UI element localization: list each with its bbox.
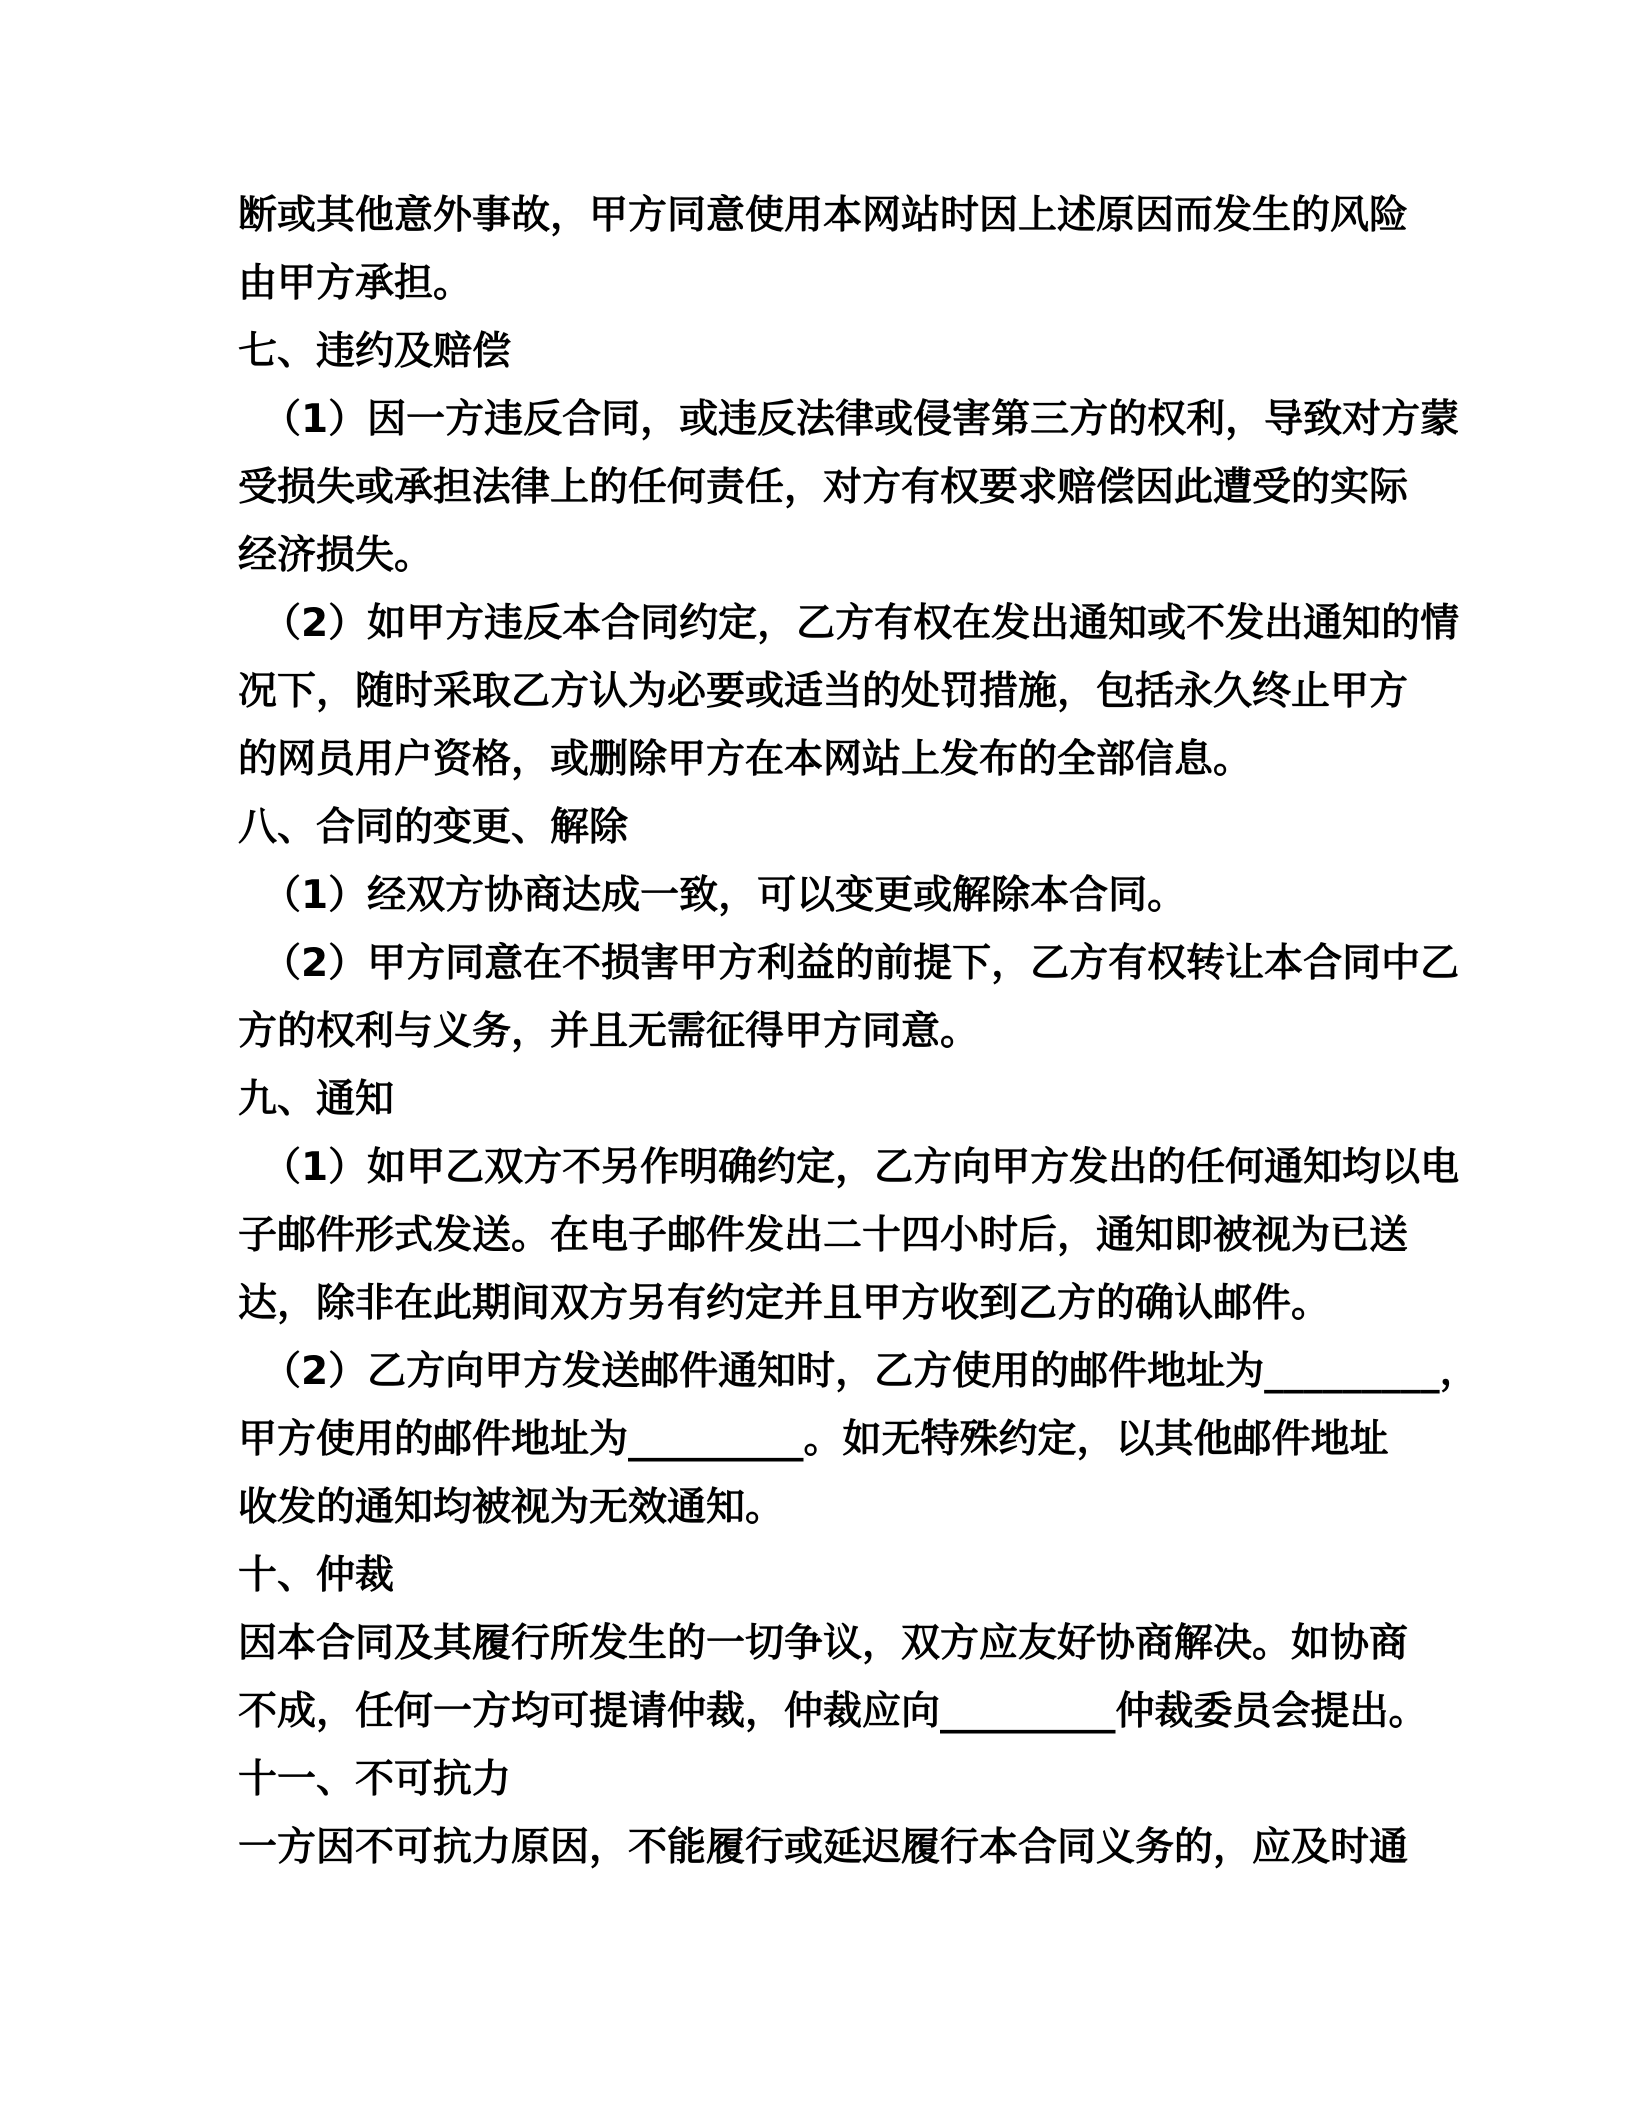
text-line: 由甲方承担。: [238, 261, 473, 306]
text-line: 方的权利与义务，并且无需征得甲方同意。: [238, 1009, 980, 1054]
section-heading: 八、合同的变更、解除: [238, 805, 629, 850]
text-line: （1）因一方违反合同，或违反法律或侵害第三方的权利，导致对方蒙: [262, 397, 1460, 442]
text-line: 不成，任何一方均可提请仲裁，仲裁应向_________仲裁委员会提出。: [238, 1689, 1428, 1734]
text-line: （2）乙方向甲方发送邮件通知时，乙方使用的邮件地址为_________，: [262, 1349, 1479, 1394]
document-body: [238, 182, 1488, 1882]
section-heading: 九、通知: [238, 1077, 395, 1122]
text-line: 因本合同及其履行所发生的一切争议，双方应友好协商解决。如协商: [238, 1621, 1409, 1666]
text-line: 子邮件形式发送。在电子邮件发出二十四小时后，通知即被视为已送: [238, 1213, 1409, 1258]
section-heading: 十一、不可抗力: [238, 1757, 512, 1802]
section-heading: 十、仲裁: [238, 1553, 395, 1598]
text-line: （2）甲方同意在不损害甲方利益的前提下，乙方有权转让本合同中乙: [262, 941, 1460, 986]
text-line: 达，除非在此期间双方另有约定并且甲方收到乙方的确认邮件。: [238, 1281, 1331, 1326]
text-line: 一方因不可抗力原因，不能履行或延迟履行本合同义务的，应及时通: [238, 1825, 1409, 1870]
text-line: （1）经双方协商达成一致，可以变更或解除本合同。: [262, 873, 1187, 918]
text-line: 况下，随时采取乙方认为必要或适当的处罚措施，包括永久终止甲方: [238, 669, 1409, 714]
text-line: 经济损失。: [238, 533, 434, 578]
text-line: （1）如甲乙双方不另作明确约定，乙方向甲方发出的任何通知均以电: [262, 1145, 1460, 1190]
text-line: （2）如甲方违反本合同约定，乙方有权在发出通知或不发出通知的情: [262, 601, 1460, 646]
text-line: 甲方使用的邮件地址为_________。如无特殊约定，以其他邮件地址: [238, 1417, 1389, 1462]
text-line: 的网员用户资格，或删除甲方在本网站上发布的全部信息。: [238, 737, 1253, 782]
text-line: 收发的通知均被视为无效通知。: [238, 1485, 785, 1530]
text-line: 受损失或承担法律上的任何责任，对方有权要求赔偿因此遭受的实际: [238, 465, 1409, 510]
text-line: 断或其他意外事故，甲方同意使用本网站时因上述原因而发生的风险: [238, 193, 1409, 238]
section-heading: 七、违约及赔偿: [238, 329, 512, 374]
